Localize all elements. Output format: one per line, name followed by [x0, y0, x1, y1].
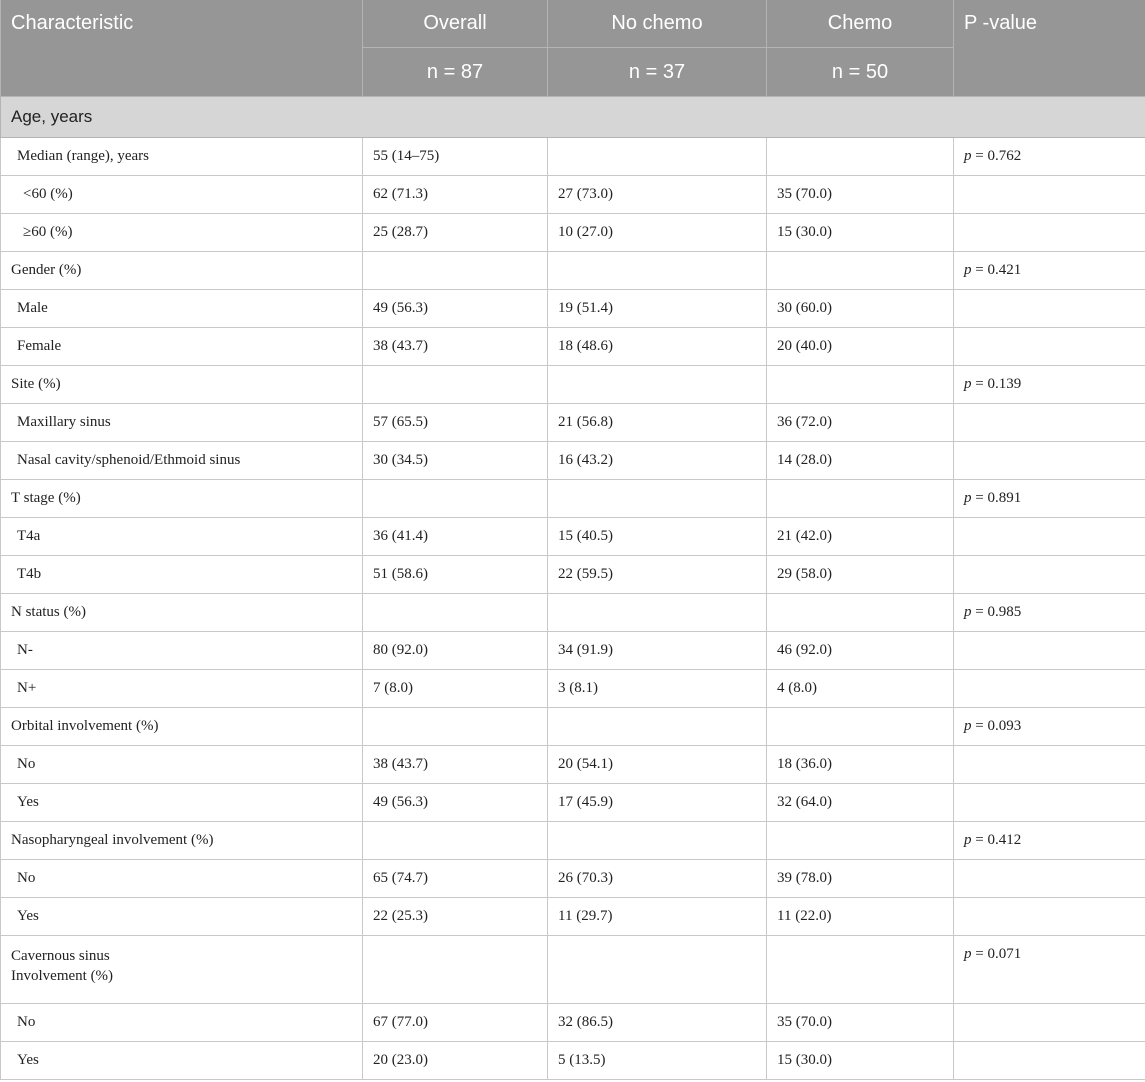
table-row [1, 214, 1145, 252]
table-row [1, 252, 1145, 290]
cell-no-chemo: 15 (40.5) [548, 518, 767, 556]
row-characteristic [1, 936, 363, 1004]
pvalue-symbol: p [964, 490, 972, 506]
row-characteristic [1, 670, 363, 708]
cell-pvalue [954, 442, 1145, 480]
cell-pvalue [954, 784, 1145, 822]
row-label: No [17, 756, 36, 772]
row-characteristic [1, 822, 363, 860]
cell-chemo: 4 (8.0) [767, 670, 954, 708]
cell-chemo: 21 (42.0) [767, 518, 954, 556]
row-label: T4b [17, 566, 42, 582]
table-row [1, 1004, 1145, 1042]
table-row [1, 138, 1145, 176]
cell-no-chemo: 27 (73.0) [548, 176, 767, 214]
table-row [1, 442, 1145, 480]
table-row [1, 594, 1145, 632]
row-label: T4a [17, 528, 41, 544]
table-row [1, 708, 1145, 746]
cell-no-chemo: 34 (91.9) [548, 632, 767, 670]
row-characteristic [1, 328, 363, 366]
cell-overall: 30 (34.5) [363, 442, 548, 480]
cell-pvalue [954, 632, 1145, 670]
row-characteristic [1, 480, 363, 518]
cell-chemo [767, 822, 954, 860]
cell-pvalue [954, 1042, 1145, 1080]
cell-no-chemo [548, 480, 767, 518]
row-label: Nasopharyngeal involvement (%) [11, 832, 214, 848]
cell-no-chemo [548, 708, 767, 746]
cell-overall: 7 (8.0) [363, 670, 548, 708]
table-row [1, 632, 1145, 670]
cell-chemo [767, 252, 954, 290]
cell-overall [363, 480, 548, 518]
pvalue-symbol: p [964, 604, 972, 620]
table-row [1, 1042, 1145, 1080]
row-label: Site (%) [11, 376, 61, 392]
table-row [1, 556, 1145, 594]
cell-no-chemo [548, 366, 767, 404]
cell-pvalue [954, 898, 1145, 936]
row-label: N+ [17, 680, 37, 696]
row-label: Male [17, 300, 48, 316]
header-chemo: Chemo [767, 0, 954, 48]
table-row [1, 176, 1145, 214]
row-label: Female [17, 338, 62, 354]
table-row [1, 366, 1145, 404]
row-characteristic [1, 138, 363, 176]
row-label: Cavernous sinus [11, 948, 110, 964]
pvalue-symbol: p [964, 946, 972, 962]
table-row [1, 860, 1145, 898]
cell-no-chemo: 21 (56.8) [548, 404, 767, 442]
row-characteristic [1, 366, 363, 404]
row-label: Maxillary sinus [17, 414, 111, 430]
cell-no-chemo [548, 936, 767, 1004]
row-characteristic [1, 176, 363, 214]
header-n-chemo: n = 50 [767, 48, 954, 97]
table-header [1, 0, 1145, 97]
cell-pvalue [954, 936, 1145, 1004]
row-label: No [17, 1014, 36, 1030]
pvalue-number: = 0.093 [971, 718, 1022, 734]
table-row [1, 480, 1145, 518]
cell-pvalue [954, 746, 1145, 784]
cell-overall: 20 (23.0) [363, 1042, 548, 1080]
table-row [1, 898, 1145, 936]
row-characteristic [1, 784, 363, 822]
table-row [1, 746, 1145, 784]
row-label: Nasal cavity/sphenoid/Ethmoid sinus [17, 452, 241, 468]
cell-no-chemo [548, 594, 767, 632]
table-row [1, 290, 1145, 328]
row-label: T stage (%) [11, 490, 81, 506]
section-label: Age, years [1, 97, 1145, 138]
cell-pvalue [954, 670, 1145, 708]
cell-chemo [767, 480, 954, 518]
row-label: N status (%) [11, 604, 86, 620]
cell-overall: 57 (65.5) [363, 404, 548, 442]
row-characteristic [1, 290, 363, 328]
cell-pvalue [954, 366, 1145, 404]
cell-overall: 38 (43.7) [363, 328, 548, 366]
cell-pvalue [954, 518, 1145, 556]
cell-no-chemo: 22 (59.5) [548, 556, 767, 594]
header-n-overall: n = 87 [363, 48, 548, 97]
row-characteristic [1, 632, 363, 670]
cell-chemo: 36 (72.0) [767, 404, 954, 442]
cell-overall: 49 (56.3) [363, 290, 548, 328]
cell-pvalue [954, 480, 1145, 518]
row-label: Yes [17, 908, 39, 924]
cell-no-chemo [548, 138, 767, 176]
cell-chemo [767, 366, 954, 404]
table-row [1, 670, 1145, 708]
row-characteristic [1, 252, 363, 290]
table-row [1, 518, 1145, 556]
cell-overall: 51 (58.6) [363, 556, 548, 594]
section-row-age [1, 97, 1145, 138]
cell-overall: 22 (25.3) [363, 898, 548, 936]
row-characteristic [1, 404, 363, 442]
cell-pvalue [954, 328, 1145, 366]
row-label: Gender (%) [11, 262, 82, 278]
cell-no-chemo: 16 (43.2) [548, 442, 767, 480]
row-characteristic [1, 1004, 363, 1042]
cell-no-chemo: 19 (51.4) [548, 290, 767, 328]
row-characteristic [1, 442, 363, 480]
row-characteristic [1, 708, 363, 746]
cell-overall: 38 (43.7) [363, 746, 548, 784]
table-row [1, 822, 1145, 860]
header-n-no-chemo: n = 37 [548, 48, 767, 97]
row-characteristic [1, 860, 363, 898]
cell-pvalue [954, 594, 1145, 632]
row-characteristic [1, 594, 363, 632]
row-label: <60 (%) [23, 186, 73, 202]
cell-pvalue [954, 1004, 1145, 1042]
pvalue-symbol: p [964, 376, 972, 392]
row-characteristic [1, 898, 363, 936]
cell-pvalue [954, 252, 1145, 290]
cell-chemo: 20 (40.0) [767, 328, 954, 366]
cell-overall [363, 594, 548, 632]
cell-overall: 65 (74.7) [363, 860, 548, 898]
cell-no-chemo: 26 (70.3) [548, 860, 767, 898]
cell-chemo [767, 594, 954, 632]
cell-pvalue [954, 138, 1145, 176]
pvalue-symbol: p [964, 148, 972, 164]
cell-chemo: 39 (78.0) [767, 860, 954, 898]
cell-overall: 49 (56.3) [363, 784, 548, 822]
cell-overall: 25 (28.7) [363, 214, 548, 252]
table-row [1, 936, 1145, 1004]
pvalue-symbol: p [964, 262, 972, 278]
cell-chemo [767, 138, 954, 176]
cell-chemo: 15 (30.0) [767, 1042, 954, 1080]
cell-pvalue [954, 708, 1145, 746]
cell-overall: 55 (14–75) [363, 138, 548, 176]
cell-pvalue [954, 556, 1145, 594]
pvalue-number: = 0.139 [971, 376, 1022, 392]
row-label: ≥60 (%) [23, 224, 73, 240]
row-label: Median (range), years [17, 148, 150, 164]
row-label: Yes [17, 1052, 39, 1068]
cell-chemo: 35 (70.0) [767, 1004, 954, 1042]
table-row [1, 404, 1145, 442]
cell-no-chemo: 11 (29.7) [548, 898, 767, 936]
header-no-chemo: No chemo [548, 0, 767, 48]
cell-chemo [767, 936, 954, 1004]
pvalue-number: = 0.421 [971, 262, 1022, 278]
cell-chemo: 15 (30.0) [767, 214, 954, 252]
cell-chemo: 32 (64.0) [767, 784, 954, 822]
header-characteristic: Characteristic [1, 0, 363, 97]
cell-overall [363, 252, 548, 290]
table-row [1, 328, 1145, 366]
cell-no-chemo: 20 (54.1) [548, 746, 767, 784]
cell-pvalue [954, 860, 1145, 898]
cell-overall [363, 822, 548, 860]
cell-no-chemo [548, 822, 767, 860]
row-characteristic [1, 214, 363, 252]
cell-pvalue [954, 290, 1145, 328]
pvalue-number: = 0.985 [971, 604, 1022, 620]
cell-no-chemo: 5 (13.5) [548, 1042, 767, 1080]
cell-overall: 67 (77.0) [363, 1004, 548, 1042]
cell-no-chemo [548, 252, 767, 290]
cell-chemo: 30 (60.0) [767, 290, 954, 328]
cell-chemo: 29 (58.0) [767, 556, 954, 594]
pvalue-number: = 0.762 [971, 148, 1022, 164]
cell-pvalue [954, 822, 1145, 860]
row-label-line2: Involvement (%) [11, 968, 114, 984]
pvalue-number: = 0.412 [971, 832, 1022, 848]
pvalue-number: = 0.071 [971, 946, 1022, 962]
cell-overall [363, 366, 548, 404]
cell-pvalue [954, 404, 1145, 442]
cell-overall: 80 (92.0) [363, 632, 548, 670]
cell-overall [363, 936, 548, 1004]
cell-pvalue [954, 214, 1145, 252]
row-characteristic [1, 518, 363, 556]
header-pvalue: P -value [954, 0, 1145, 97]
cell-chemo [767, 708, 954, 746]
pvalue-number: = 0.891 [971, 490, 1022, 506]
row-label: N- [17, 642, 33, 658]
cell-no-chemo: 17 (45.9) [548, 784, 767, 822]
cell-no-chemo: 18 (48.6) [548, 328, 767, 366]
row-characteristic [1, 746, 363, 784]
cell-overall: 62 (71.3) [363, 176, 548, 214]
cell-pvalue [954, 176, 1145, 214]
cell-no-chemo: 32 (86.5) [548, 1004, 767, 1042]
row-label: Orbital involvement (%) [11, 718, 159, 734]
row-characteristic [1, 556, 363, 594]
cell-overall: 36 (41.4) [363, 518, 548, 556]
cell-chemo: 18 (36.0) [767, 746, 954, 784]
cell-no-chemo: 3 (8.1) [548, 670, 767, 708]
row-label: No [17, 870, 36, 886]
cell-chemo: 14 (28.0) [767, 442, 954, 480]
cell-overall [363, 708, 548, 746]
row-characteristic [1, 1042, 363, 1080]
cell-chemo: 35 (70.0) [767, 176, 954, 214]
table-row [1, 784, 1145, 822]
table-body [1, 97, 1145, 1080]
cell-chemo: 11 (22.0) [767, 898, 954, 936]
pvalue-symbol: p [964, 718, 972, 734]
row-label: Yes [17, 794, 39, 810]
header-overall: Overall [363, 0, 548, 48]
pvalue-symbol: p [964, 832, 972, 848]
cell-no-chemo: 10 (27.0) [548, 214, 767, 252]
cell-chemo: 46 (92.0) [767, 632, 954, 670]
